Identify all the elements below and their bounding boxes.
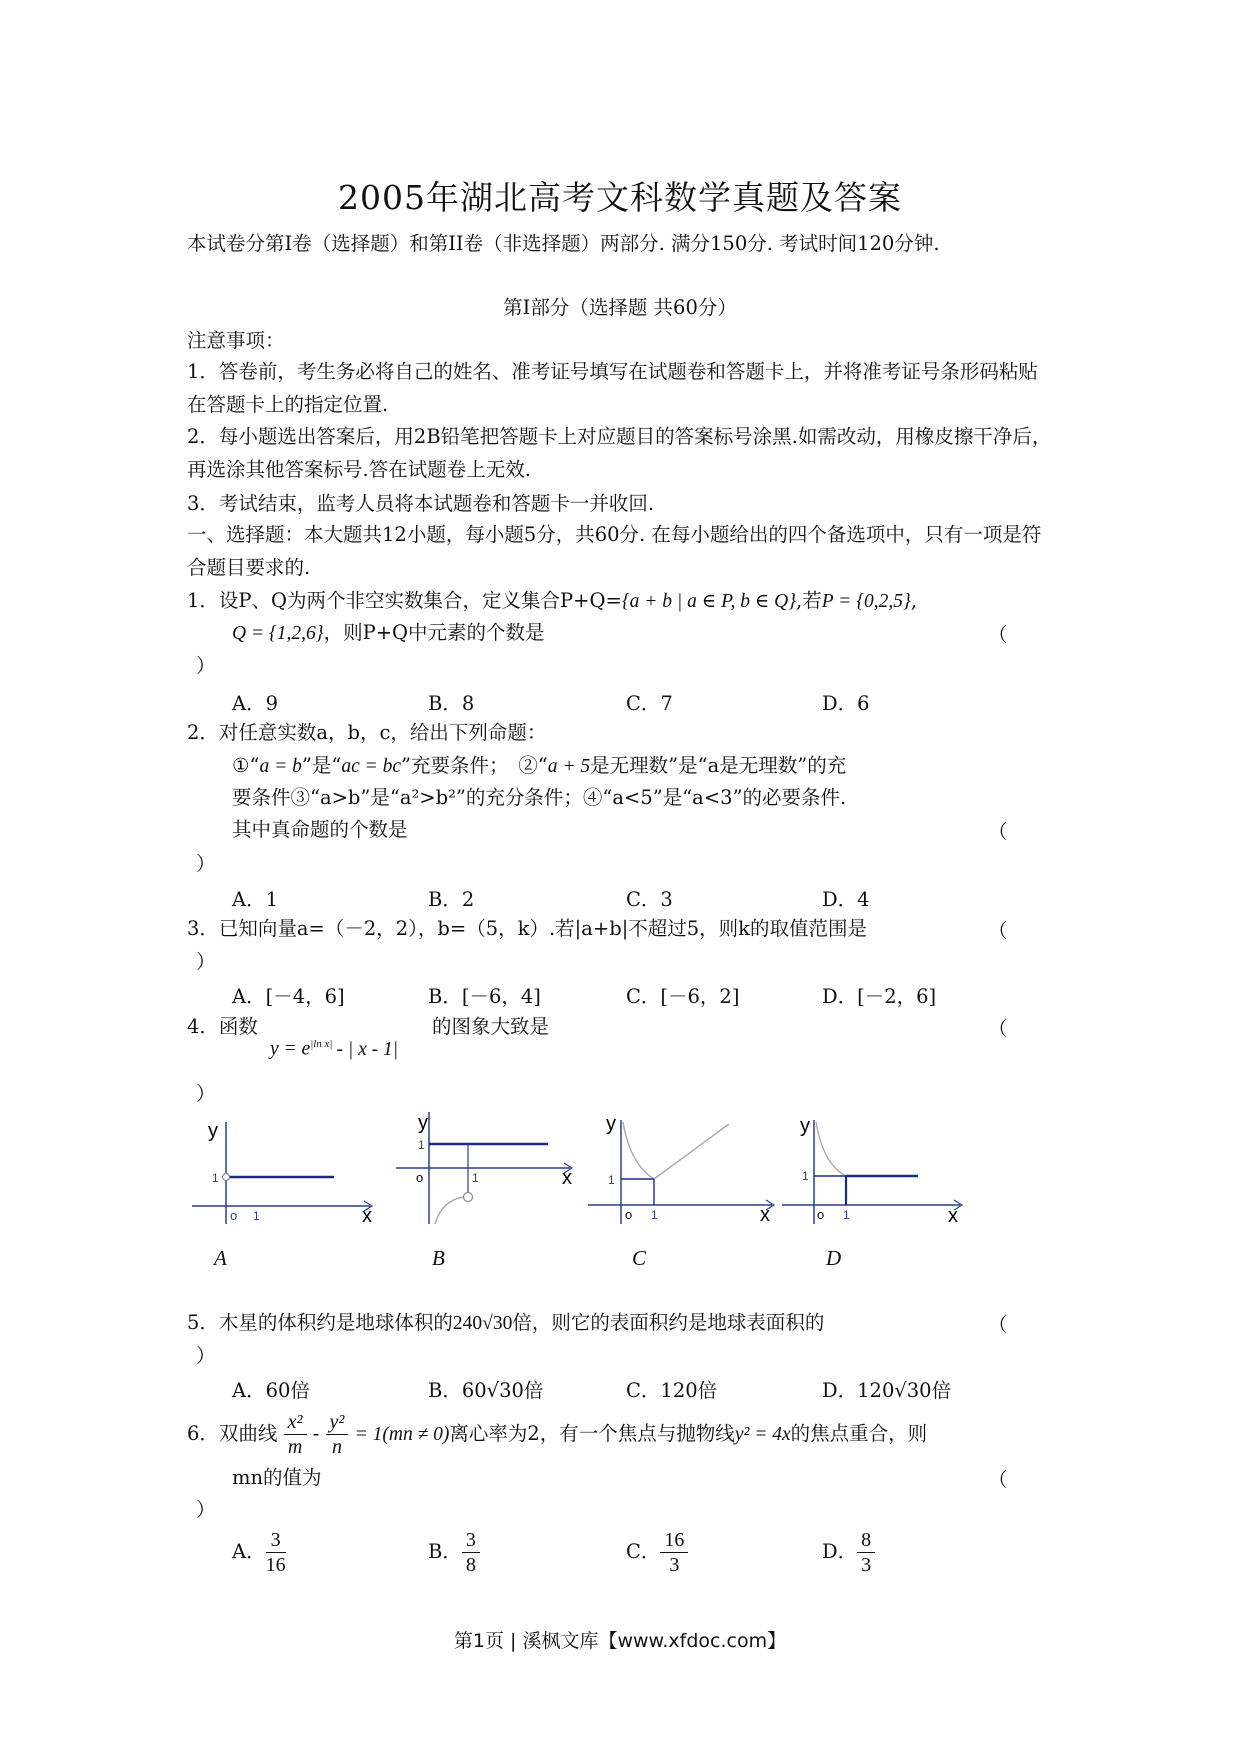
question-4-line-1-tail: 的图象大致是 (432, 1015, 550, 1038)
notice-title: 注意事项： (187, 329, 285, 352)
answer-paren-open: （ (988, 1017, 1008, 1040)
q1-option-d: D．6 (822, 692, 870, 715)
question-4-line-1: 4．函数 (187, 1015, 258, 1038)
answer-paren-close: ） (196, 654, 216, 677)
answer-paren-open: （ (988, 1468, 1008, 1491)
fraction-y2-over-n: $\frac{\text{y²}}{n}$ (326, 1410, 349, 1459)
answer-paren-open: （ (988, 820, 1008, 843)
y-axis-label: y (606, 1113, 616, 1135)
part-heading: 第Ⅰ部分（选择题 共60分） (503, 296, 737, 319)
q5-option-c: C．120倍 (626, 1379, 718, 1402)
question-5-line-1: 5．木星的体积约是地球体积的240√30倍，则它的表面积约是地球表面积的 (187, 1311, 825, 1334)
page-title: 2005年湖北高考文科数学真题及答案 (338, 178, 902, 217)
q2-option-c: C．3 (626, 888, 673, 911)
q6-option-b: B． $\frac{3}{8}$ (428, 1528, 480, 1577)
q2-option-b: B．2 (428, 888, 475, 911)
y-axis-label: y (208, 1120, 218, 1142)
x-axis-label: x (362, 1205, 372, 1224)
question-6-line-1: 6．双曲线 $\frac{\text{x²}}{m}$ - $\frac{\text{y²}}{n}$ = 1(mn ≠ 0)离心率为2，有一个焦点与抛物线y² = 4x的焦点重合，则 (187, 1411, 928, 1458)
graph-d-label: D (826, 1246, 842, 1270)
answer-paren-open: （ (988, 919, 1008, 942)
question-2-line-4: 其中真命题的个数是 (232, 818, 408, 841)
fraction-x2-over-m: $\frac{\text{x²}}{m}$ (284, 1410, 307, 1459)
tick-label-x-1: 1 (843, 1208, 850, 1222)
intro-text: 本试卷分第Ⅰ卷（选择题）和第II卷（非选择题）两部分. 满分150分. 考试时间120分钟. (187, 232, 940, 255)
q3-option-b: B．[－6，4] (428, 985, 541, 1008)
q5-option-a: A．60倍 (232, 1379, 310, 1402)
graph-a-label: A (214, 1246, 227, 1270)
answer-paren-close: ） (196, 852, 216, 875)
q6-option-a: A． $\frac{3}{16}$ (232, 1529, 286, 1576)
tick-label-y-1: 1 (212, 1171, 219, 1185)
graph-a (186, 1112, 376, 1224)
q6-option-d: D． $\frac{8}{3}$ (822, 1528, 875, 1577)
answer-paren-close: ） (196, 950, 216, 973)
answer-paren-close: ） (196, 1344, 216, 1367)
question-3-line-1: 3．已知向量a=（－2，2），b=（5，k）.若|a+b|不超过5，则k的取值范围是 (187, 917, 867, 940)
answer-paren-open: （ (988, 1313, 1008, 1336)
answer-paren-close: ） (196, 1082, 216, 1105)
q1-option-c: C．7 (626, 692, 673, 715)
q1-option-a: A．9 (232, 692, 278, 715)
origin-label: o (817, 1207, 825, 1222)
tick-label-y-1: 1 (802, 1169, 809, 1183)
graph-b-label: B (432, 1246, 445, 1270)
q5-option-d: D．120√30倍 (822, 1379, 952, 1402)
origin-label: o (625, 1207, 633, 1222)
notice-item-1: 1．答卷前，考生务必将自己的姓名、准考证号填写在试题卷和答题卡上，并将准考证号条形码粘贴在答题卡上的指定位置. (187, 360, 1038, 416)
graph-c (588, 1112, 788, 1224)
q3-option-d: D．[－2，6] (822, 985, 937, 1008)
x-axis-label: x (562, 1167, 572, 1189)
q5-option-b: B．60√30倍 (428, 1379, 544, 1402)
question-2-line-1: 2．对任意实数a，b，c，给出下列命题： (187, 721, 547, 744)
question-1-line-1: 1．设P、Q为两个非空实数集合，定义集合P+Q={a + b | a ∈ P, b ∈ Q},若P = {0,2,5}, (187, 589, 918, 612)
section-heading: 一、选择题：本大题共12小题，每小题5分，共60分. 在每小题给出的四个备选项中，只有一项是符合题目要求的. (187, 523, 1042, 579)
q2-option-d: D．4 (822, 888, 870, 911)
origin-label: o (416, 1170, 424, 1185)
y-axis-label: y (418, 1112, 428, 1134)
answer-paren-open: （ (988, 623, 1008, 646)
notice-item-3: 3．考试结束，监考人员将本试题卷和答题卡一并收回. (187, 492, 655, 515)
x-axis-label: x (948, 1205, 958, 1224)
q6-option-c: C． $\frac{16}{3}$ (626, 1528, 688, 1577)
q1-option-b: B．8 (428, 692, 475, 715)
tick-label-y-1: 1 (608, 1173, 615, 1187)
tick-label-x-1: 1 (253, 1209, 260, 1223)
q4-formula: $y = e^{|ln x|}$ - | x - 1| (270, 1038, 399, 1060)
graph-d (782, 1112, 972, 1224)
tick-label-x-1: 1 (472, 1171, 479, 1185)
notice-item-2: 2．每小题选出答案后，用2B铅笔把答题卡上对应题目的答案标号涂黑.如需改动，用橡皮擦干净后，再选涂其他答案标号.答在试题卷上无效. (187, 425, 1052, 481)
graph-b (396, 1112, 586, 1224)
question-1-line-2: Q = {1,2,6}，则P+Q中元素的个数是 (232, 621, 545, 644)
tick-label-x-1: 1 (651, 1208, 658, 1222)
y-axis-label: y (800, 1115, 810, 1137)
q2-option-a: A．1 (232, 888, 278, 911)
answer-paren-close: ） (196, 1498, 216, 1521)
graph-c-label: C (632, 1246, 647, 1270)
q3-option-c: C．[－6，2] (626, 985, 740, 1008)
page-footer: 第1页 | 溪枫文库【www.xfdoc.com】 (453, 1630, 787, 1652)
question-2-line-2: ①“a = b”是“ac = bc”充要条件； ②“a + 5是无理数”是“a是无理数”的充 (232, 754, 847, 777)
tick-label-y-1: 1 (418, 1138, 425, 1152)
origin-label: o (230, 1208, 238, 1223)
q3-option-a: A．[－4，6] (232, 985, 345, 1008)
x-axis-label: x (760, 1204, 770, 1224)
question-2-line-3: 要条件③“a>b”是“a²>b²”的充分条件；④“a<5”是“a<3”的必要条件. (232, 786, 847, 809)
question-6-line-2: mn的值为 (232, 1466, 322, 1489)
